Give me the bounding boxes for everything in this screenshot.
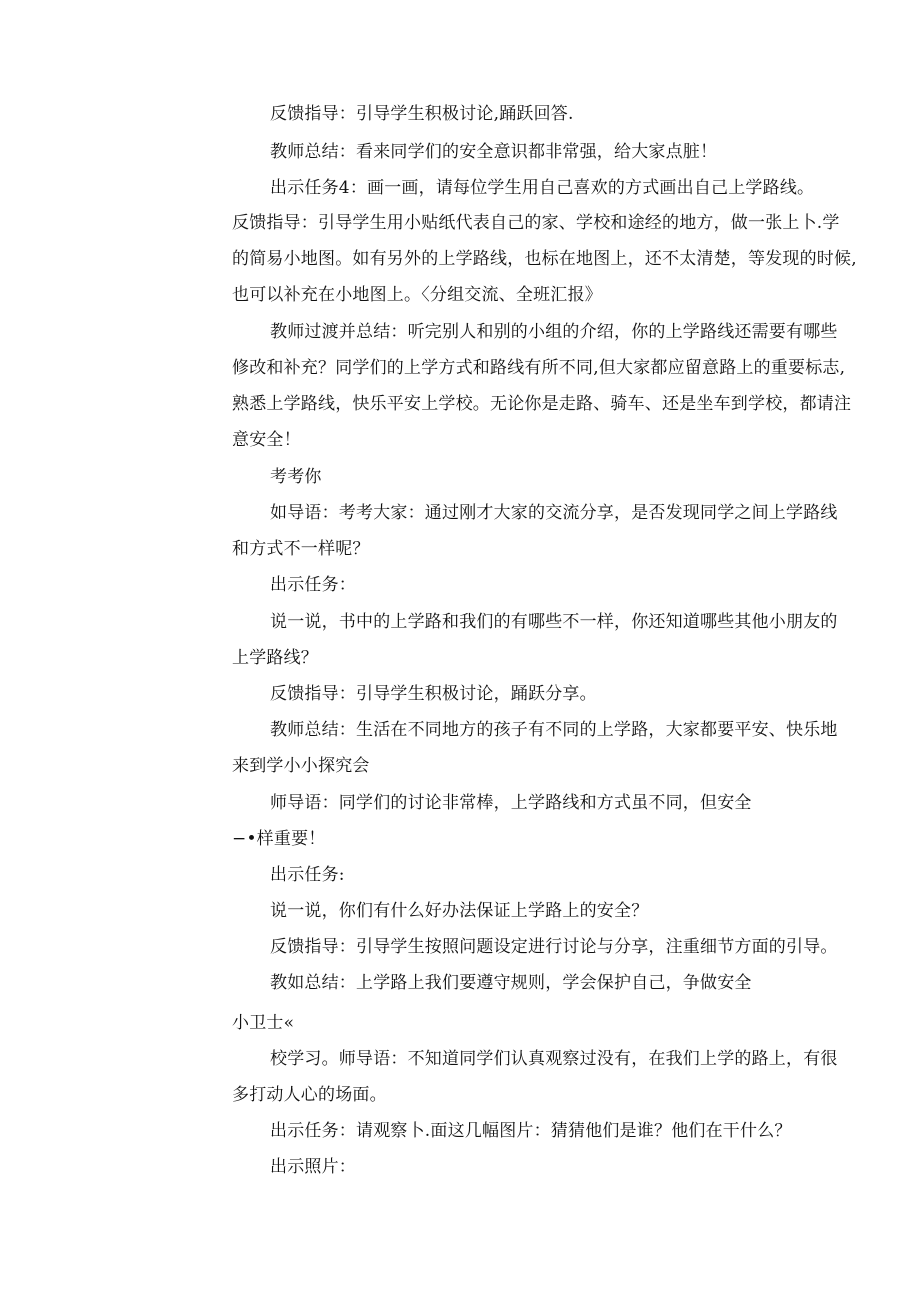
paragraph-task-label-1: 出示任务： bbox=[270, 575, 356, 595]
paragraph-feedback-2-line-1: 反馈指导：引导学生用小贴纸代表自己的家、学校和途经的地方，做一张上卜.学 bbox=[232, 213, 840, 233]
paragraph-task-pictures: 出示任务：请观察卜.面这几幅图片：猜猜他们是谁？他们在干什么？ bbox=[270, 1121, 792, 1141]
paragraph-guide-2-line-1: 校学习。师导语：不知道同学们认真观察过没有，在我们上学的路上，有很 bbox=[270, 1049, 838, 1069]
paragraph-task-4: 出示任务4：画一画，请每位学生用自己喜欢的方式画出自己上学路线。 bbox=[270, 178, 815, 198]
paragraph-feedback-4: 反馈指导：引导学生按照问题设定进行讨论与分享，注重细节方面的引导。 bbox=[270, 937, 838, 957]
paragraph-summary-2-line-2: 来到学小小探究会 bbox=[232, 756, 370, 776]
paragraph-transition-line-2: 修改和补充？同学们的上学方式和路线有所不同,但大家都应留意路上的重要标志, bbox=[232, 358, 846, 378]
paragraph-summary-2-line-1: 教师总结：生活在不同地方的孩子有不同的上学路，大家都要平安、快乐地 bbox=[270, 720, 838, 740]
paragraph-feedback-1: 反馈指导：引导学生积极讨论,踊跃回答. bbox=[270, 104, 574, 124]
paragraph-task-text-line-1: 说一说，书中的上学路和我们的有哪些不一样，你还知道哪些其他小朋友的 bbox=[270, 612, 838, 632]
section-heading-quiz: 考考你 bbox=[270, 467, 322, 487]
paragraph-intro-line-1: 如导语：考考大家：通过刚才大家的交流分享，是否发现同学之间上学路线 bbox=[270, 503, 838, 523]
paragraph-task-text-line-2: 上学路线？ bbox=[232, 648, 318, 668]
paragraph-task-label-2: 出示任务: bbox=[270, 865, 345, 885]
paragraph-feedback-3: 反馈指导：引导学生积极讨论，踊跃分享。 bbox=[270, 684, 597, 704]
paragraph-show-photos: 出示照片： bbox=[270, 1157, 356, 1177]
paragraph-summary-3-line-2: 小卫士« bbox=[232, 1013, 295, 1033]
paragraph-transition-line-3: 熟悉上学路线，快乐平安上学校。无论你是走路、骑车、还是坐车到学校，都请注 bbox=[232, 394, 852, 414]
paragraph-guide-line-2: −•样重要！ bbox=[232, 829, 326, 849]
paragraph-transition-line-4: 意安全！ bbox=[232, 430, 301, 450]
paragraph-feedback-2-line-2: 的简易小地图。如有另外的上学路线，也标在地图上，还不太清楚，等发现的时候, bbox=[232, 249, 857, 269]
paragraph-summary-3-line-1: 教如总结：上学路上我们要遵守规则，学会保护自己，争做安全 bbox=[270, 973, 752, 993]
paragraph-feedback-2-line-3: 也可以补充在小地图上。〈分组交流、全班汇报》 bbox=[232, 285, 602, 305]
paragraph-guide-line-1: 师导语：同学们的讨论非常棒，上学路线和方式虽不同，但安全 bbox=[270, 793, 752, 813]
paragraph-transition-line-1: 教师过渡并总结：听完别人和别的小组的介绍，你的上学路线还需要有哪些 bbox=[270, 322, 838, 342]
paragraph-intro-line-2: 和方式不一样呢？ bbox=[232, 539, 370, 559]
paragraph-summary-1: 教师总结：看来同学们的安全意识都非常强，给大家点脏！ bbox=[270, 142, 718, 162]
paragraph-guide-2-line-2: 多打动人心的场面。 bbox=[232, 1085, 387, 1105]
paragraph-task-safety: 说一说，你们有什么好办法保证上学路上的安全？ bbox=[270, 901, 649, 921]
